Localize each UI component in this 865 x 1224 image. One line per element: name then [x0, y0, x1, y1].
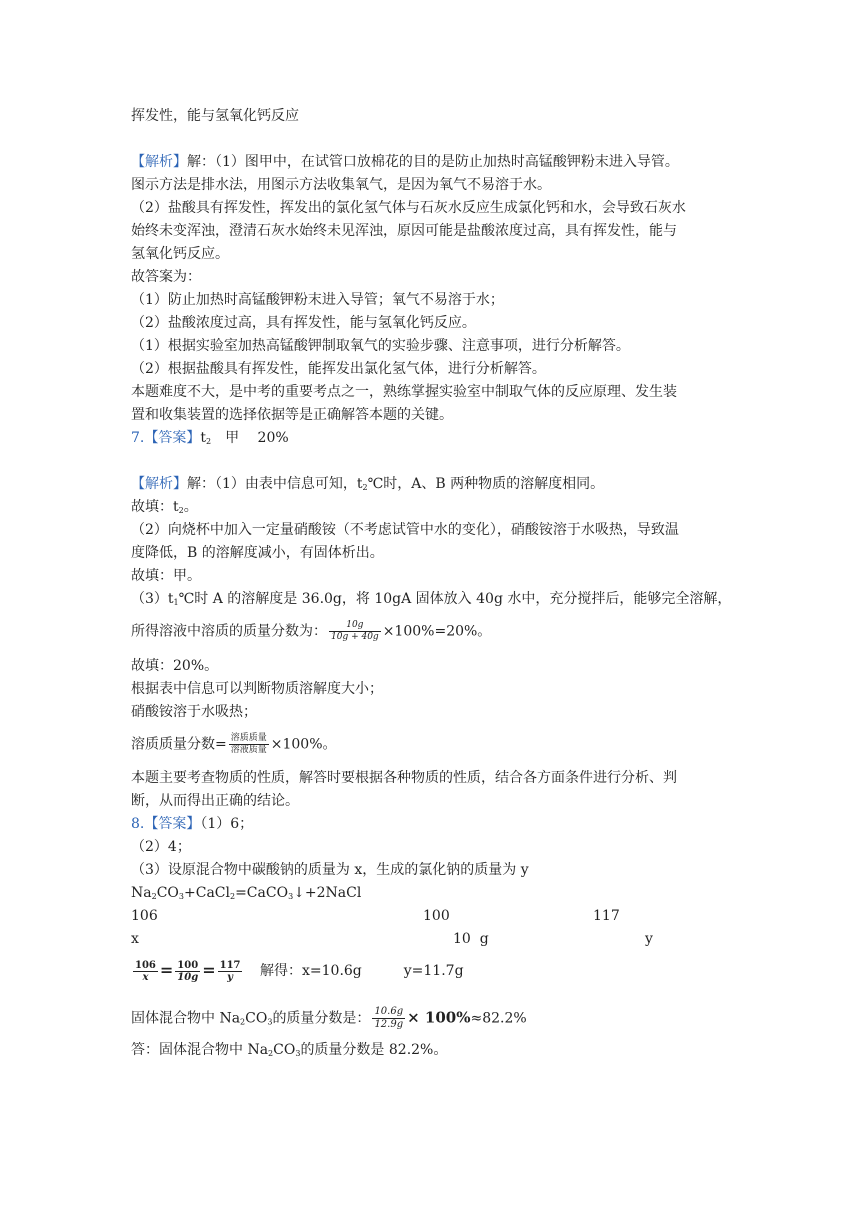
fraction: $\frac{\text{溶质质量}}{\text{溶液质量}}$: [230, 733, 267, 755]
fraction: $\frac{100}{10g}$: [177, 960, 199, 983]
text-line: 本题难度不大，是中考的重要考点之一，熟练掌握实验室中制取气体的反应原理、发生装: [131, 384, 677, 400]
text-line: 故答案为：: [131, 269, 201, 285]
text-line: （2）盐酸浓度过高，具有挥发性，能与氢氧化钙反应。: [131, 315, 476, 331]
text-line: 硝酸铵溶于水吸热；: [131, 704, 257, 720]
value-10g: 10 g: [453, 931, 489, 947]
fraction: $\frac{106}{x}$: [135, 960, 156, 983]
text-line: 本题主要考查物质的性质，解答时要根据各种物质的性质，结合各方面条件进行分析、判: [131, 770, 677, 786]
proportion-equation: $\frac{106}{x}$ = $\frac{100}{10g}$ = $\frac{117}{y}$: [135, 960, 241, 983]
fraction: $\frac{10g}{10g + 40g}$: [331, 620, 379, 642]
chemical-equation: $Na_2CO_3+CaCl_2=CaCO_3↓+2NaCl$: [131, 885, 362, 901]
text-line: 答：固体混合物中 $Na_2CO_3$的质量分数是 82.2%。: [131, 1042, 448, 1058]
mass-100: 100: [423, 908, 450, 924]
text-line: （1）防止加热时高锰酸钾粉末进入导管；氧气不易溶于水；: [131, 292, 504, 308]
text-line: 断，从而得出正确的结论。: [131, 793, 299, 809]
text-line: 始终未变浑浊，澄清石灰水始终未见浑浊，原因可能是盐酸浓度过高，具有挥发性，能与: [131, 223, 677, 239]
mass-106: 106: [131, 908, 158, 924]
text-line: 故填：甲。: [131, 568, 201, 584]
text-line: 挥发性，能与氢氧化钙反应: [131, 108, 299, 124]
analysis-tag: 【解析】: [131, 154, 187, 170]
fraction: $\frac{10.6g}{12.9g}$: [374, 1006, 404, 1030]
mass-117: 117: [593, 908, 620, 924]
text-line: （3）设原混合物中碳酸钠的质量为 x，生成的氯化钠的质量为 y: [131, 862, 529, 878]
text-line: （2）4；: [131, 839, 191, 855]
analysis-line: 【解析】解：（1）由表中信息可知，$t_2℃$时，A、B 两种物质的溶解度相同。: [131, 476, 605, 492]
text-line: （2）盐酸具有挥发性，挥发出的氯化氢气体与石灰水反应生成氯化钙和水，会导致石灰水: [131, 200, 686, 216]
text-line: 溶质质量分数= $\frac{\text{溶质质量}}{\text{溶液质量}}$ ×100%。: [131, 733, 337, 755]
text-line: 固体混合物中 $Na_2CO_3$的质量分数是： $\frac{10.6g}{12.9g}$ × 100%≈82.2%: [131, 1006, 527, 1030]
fraction: $\frac{117}{y}$: [219, 960, 241, 983]
text-line: $(3)t_1℃$时 A 的溶解度是 36.0g，将 10gA 固体放入 40g 水中，充分搅拌后，能够完全溶解，: [131, 591, 732, 607]
analysis-line: 【解析】解：（1）图甲中，在试管口放棉花的目的是防止加热时高锰酸钾粉末进入导管。: [131, 154, 679, 170]
answer-tag: 7.【答案】: [131, 430, 201, 446]
analysis-tag: 【解析】: [131, 476, 187, 492]
text-line: 故填：$t_2$。: [131, 499, 198, 515]
solution-text: 解得：x=10.6g y=11.7g: [260, 963, 464, 979]
text-line: 根据表中信息可以判断物质溶解度大小；: [131, 681, 383, 697]
answer-tag: 8.【答案】: [131, 816, 201, 832]
text-line: 故填：20%。: [131, 658, 219, 674]
text-line: 置和收集装置的选择依据等是正确解答本题的关键。: [131, 407, 453, 423]
text-line: （2）向烧杯中加入一定量硝酸铵（不考虑试管中水的变化），硝酸铵溶于水吸热，导致温: [131, 522, 679, 538]
answer-line-8: 8.【答案】（1）6；: [131, 816, 254, 832]
text-line: 所得溶液中溶质的质量分数为： $\frac{10g}{10g + 40g}$ ×100%=20%。: [131, 620, 492, 642]
text-line: （1）根据实验室加热高锰酸钾制取氧气的实验步骤、注意事项，进行分析解答。: [131, 338, 630, 354]
answer-line-7: 7.【答案】$t_2$ 甲 20%: [131, 430, 289, 446]
text-line: 氢氧化钙反应。: [131, 246, 229, 262]
text-line: 度降低，B 的溶解度减小，有固体析出。: [131, 545, 384, 561]
text-line: （2）根据盐酸具有挥发性，能挥发出氯化氢气体，进行分析解答。: [131, 361, 546, 377]
var-y: y: [645, 931, 653, 947]
var-x: x: [131, 931, 139, 947]
text-line: 图示方法是排水法，用图示方法收集氧气，是因为氧气不易溶于水。: [131, 177, 551, 193]
